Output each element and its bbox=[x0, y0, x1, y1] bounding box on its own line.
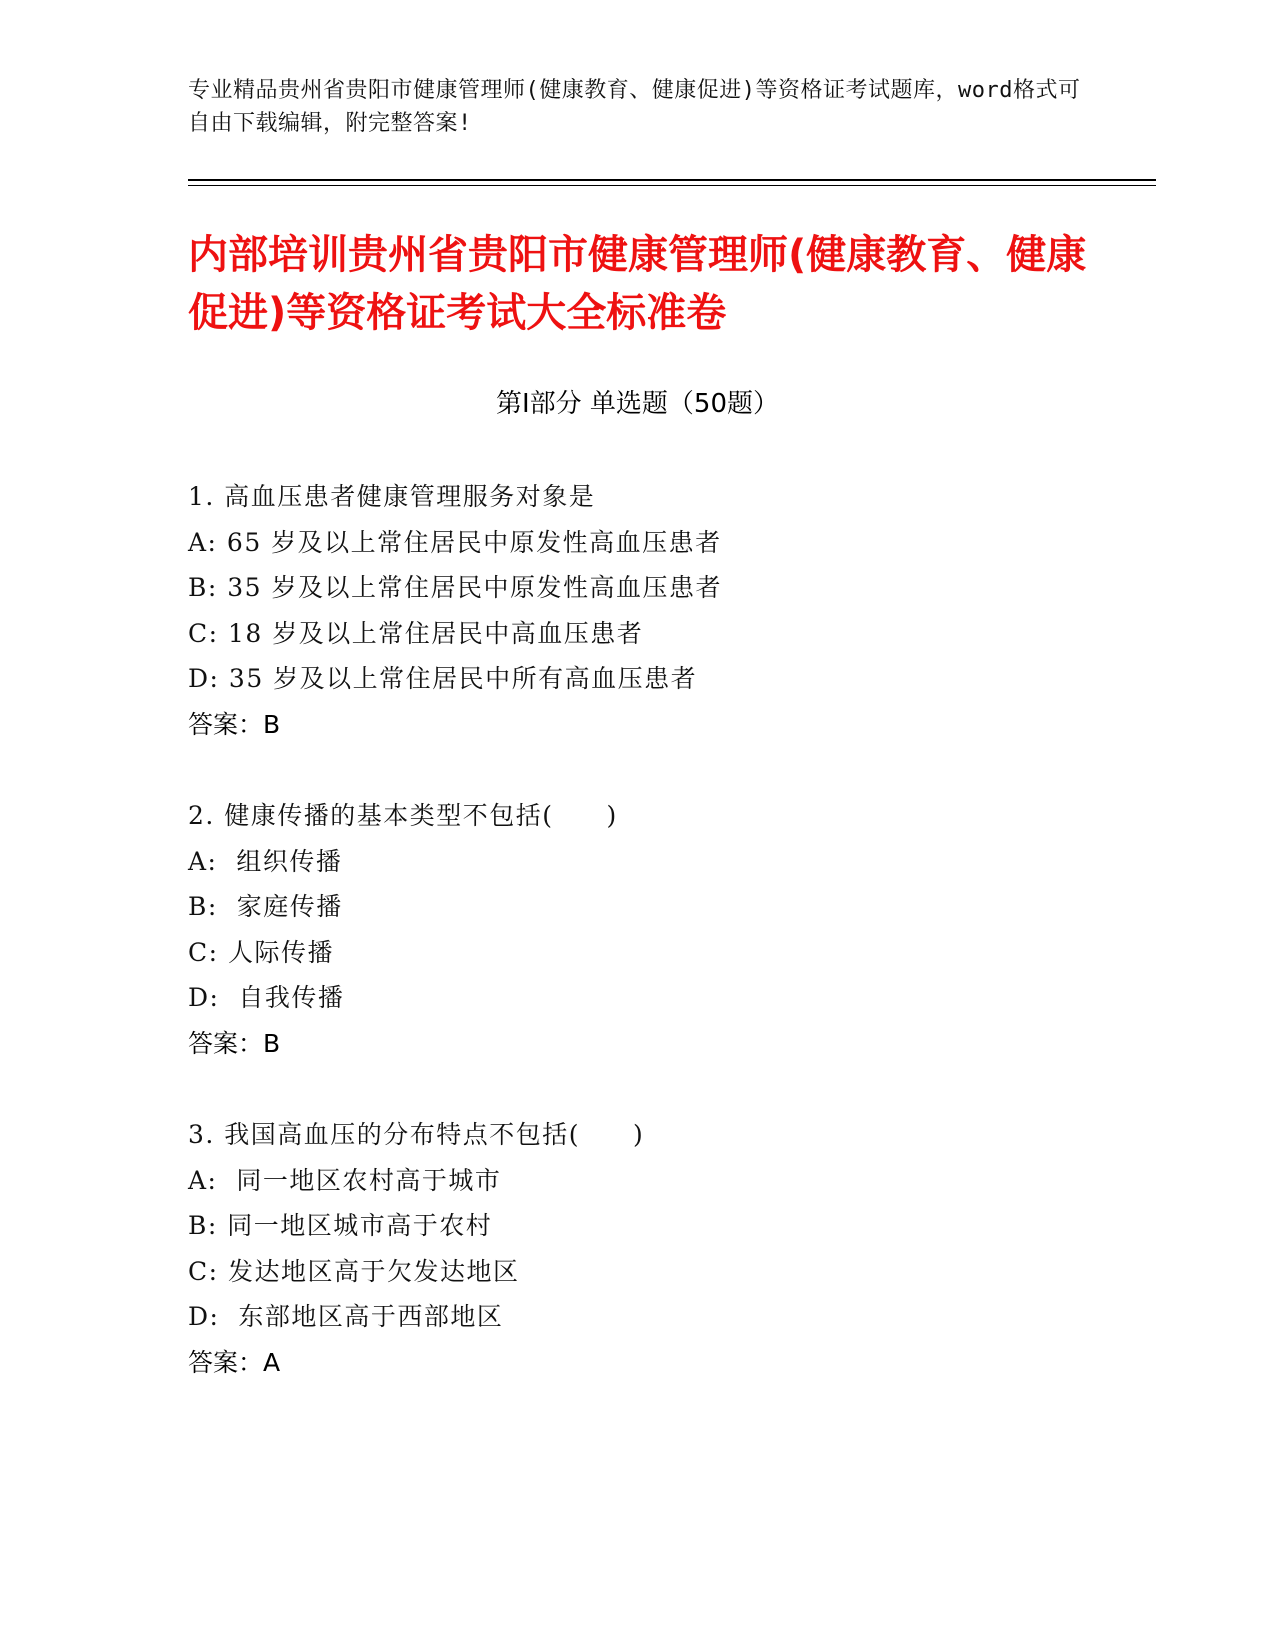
option-b: B: 同一地区城市高于农村 bbox=[188, 1211, 493, 1240]
header-note: 专业精品贵州省贵阳市健康管理师(健康教育、健康促进)等资格证考试题库，word格式可自由下载编辑，附完整答案! bbox=[188, 78, 1081, 136]
option-c: C: 18 岁及以上常住居民中高血压患者 bbox=[188, 618, 644, 648]
option-b: B: 家庭传播 bbox=[188, 892, 343, 921]
option-d: D: 东部地区高于西部地区 bbox=[188, 1302, 504, 1331]
question-3 bbox=[188, 1112, 1088, 1385]
option-c: C: 人际传播 bbox=[188, 937, 334, 967]
answer: 答案：B bbox=[188, 709, 281, 739]
option-a: A: 组织传播 bbox=[188, 846, 343, 876]
option-a: A: 同一地区农村高于城市 bbox=[188, 1165, 502, 1195]
question-2 bbox=[188, 793, 1088, 1066]
question-1 bbox=[188, 474, 1088, 747]
question-stem: 3. 我国高血压的分布特点不包括( ) bbox=[188, 1120, 645, 1149]
answer: 答案：A bbox=[188, 1347, 281, 1377]
option-d: D: 35 岁及以上常住居民中所有高血压患者 bbox=[188, 664, 698, 693]
option-c: C: 发达地区高于欠发达地区 bbox=[188, 1256, 520, 1286]
document-title: 内部培训贵州省贵阳市健康管理师(健康教育、健康促进)等资格证考试大全标准卷 bbox=[188, 232, 1087, 336]
answer: 答案：B bbox=[188, 1028, 281, 1058]
header-rule-thick bbox=[188, 179, 1156, 181]
option-d: D: 自我传播 bbox=[188, 983, 345, 1012]
option-a: A: 65 岁及以上常住居民中原发性高血压患者 bbox=[188, 527, 722, 557]
header-rule-thin bbox=[188, 185, 1156, 186]
option-b: B: 35 岁及以上常住居民中原发性高血压患者 bbox=[188, 573, 723, 602]
question-stem: 2. 健康传播的基本类型不包括( ) bbox=[188, 801, 618, 830]
section-title: 第Ⅰ部分 单选题（50题） bbox=[495, 389, 780, 419]
question-stem: 1. 高血压患者健康管理服务对象是 bbox=[188, 482, 596, 511]
